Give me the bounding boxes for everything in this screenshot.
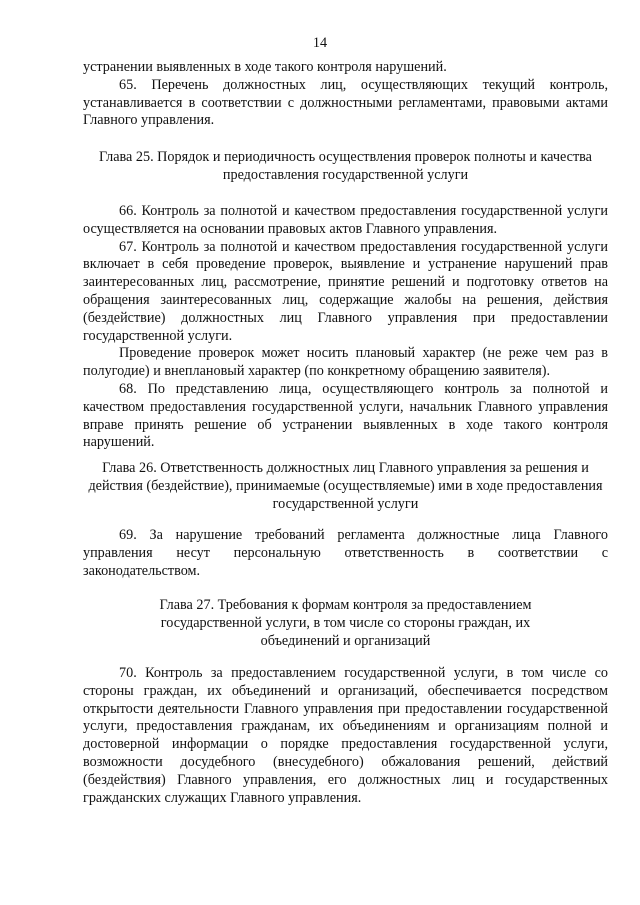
chapter-heading: Глава 25. Порядок и периодичность осуществления проверок полноты и качества предоставления государственной услуги: [99, 149, 592, 183]
body-block: [83, 527, 608, 580]
chapter-heading: Глава 26. Ответственность должностных лиц Главного управления за решения и действия (бездействие), принимаемые (осуществляемые) ими в ходе предоставления государственной услуги: [88, 460, 603, 512]
paragraph: 67. Контроль за полнотой и качеством предоставления государственной услуги включает в себя проведение проверок, выявление и устранение нарушений прав заинтересованных лиц, рассмотрение, принятие решений и подготовку ответов на обращения заинтересованных лиц, содержащие жалобы на решения, действия (бездействие) должностных лиц Главного управления при предоставлении государственной услуги.: [83, 238, 608, 344]
page-number: 14: [312, 35, 328, 51]
paragraph: 70. Контроль за предоставлением государственной услуги, в том числе со стороны граждан, их объединений и организаций, обеспечивается посредством открытости деятельности Главного управления при предоставлении государственной услуги, предоставления гражданам, их объединениям и организациям полной и достоверной информации о порядке предоставления государственной услуги, возможности досудебного (внесудебного) обжалования решений, действий (бездействия) Главного управления, его должностных лиц и государственных гражданских служащих Главного управления.: [83, 665, 608, 806]
paragraph: Проведение проверок может носить плановый характер (не реже чем раз в полугодие) и внеплановый характер (по конкретному обращению заявителя).: [83, 345, 608, 380]
paragraph: 68. По представлению лица, осуществляющего контроль за полнотой и качеством предоставления государственной услуги, начальник Главного управления вправе принять решение об устранении выявленных в ходе такого контроля нарушений.: [83, 380, 608, 451]
paragraph: 69. За нарушение требований регламента должностные лица Главного управления несут персональную ответственность в соответствии с законодательством.: [83, 527, 608, 579]
body-block: [83, 203, 608, 452]
chapter-heading: Глава 27. Требования к формам контроля за предоставлением государственной услуги, в том числе со стороны граждан, их объединений и организаций: [159, 597, 532, 649]
body-block: [83, 59, 608, 130]
paragraph: 66. Контроль за полнотой и качеством предоставления государственной услуги осуществляется на основании правовых актов Главного управления.: [83, 203, 608, 237]
body-block: [83, 665, 608, 807]
paragraph: устранении выявленных в ходе такого контроля нарушений.: [83, 59, 447, 75]
paragraph: 65. Перечень должностных лиц, осуществляющих текущий контроль, устанавливается в соответствии с должностными регламентами, правовыми актами Главного управления.: [83, 76, 608, 129]
